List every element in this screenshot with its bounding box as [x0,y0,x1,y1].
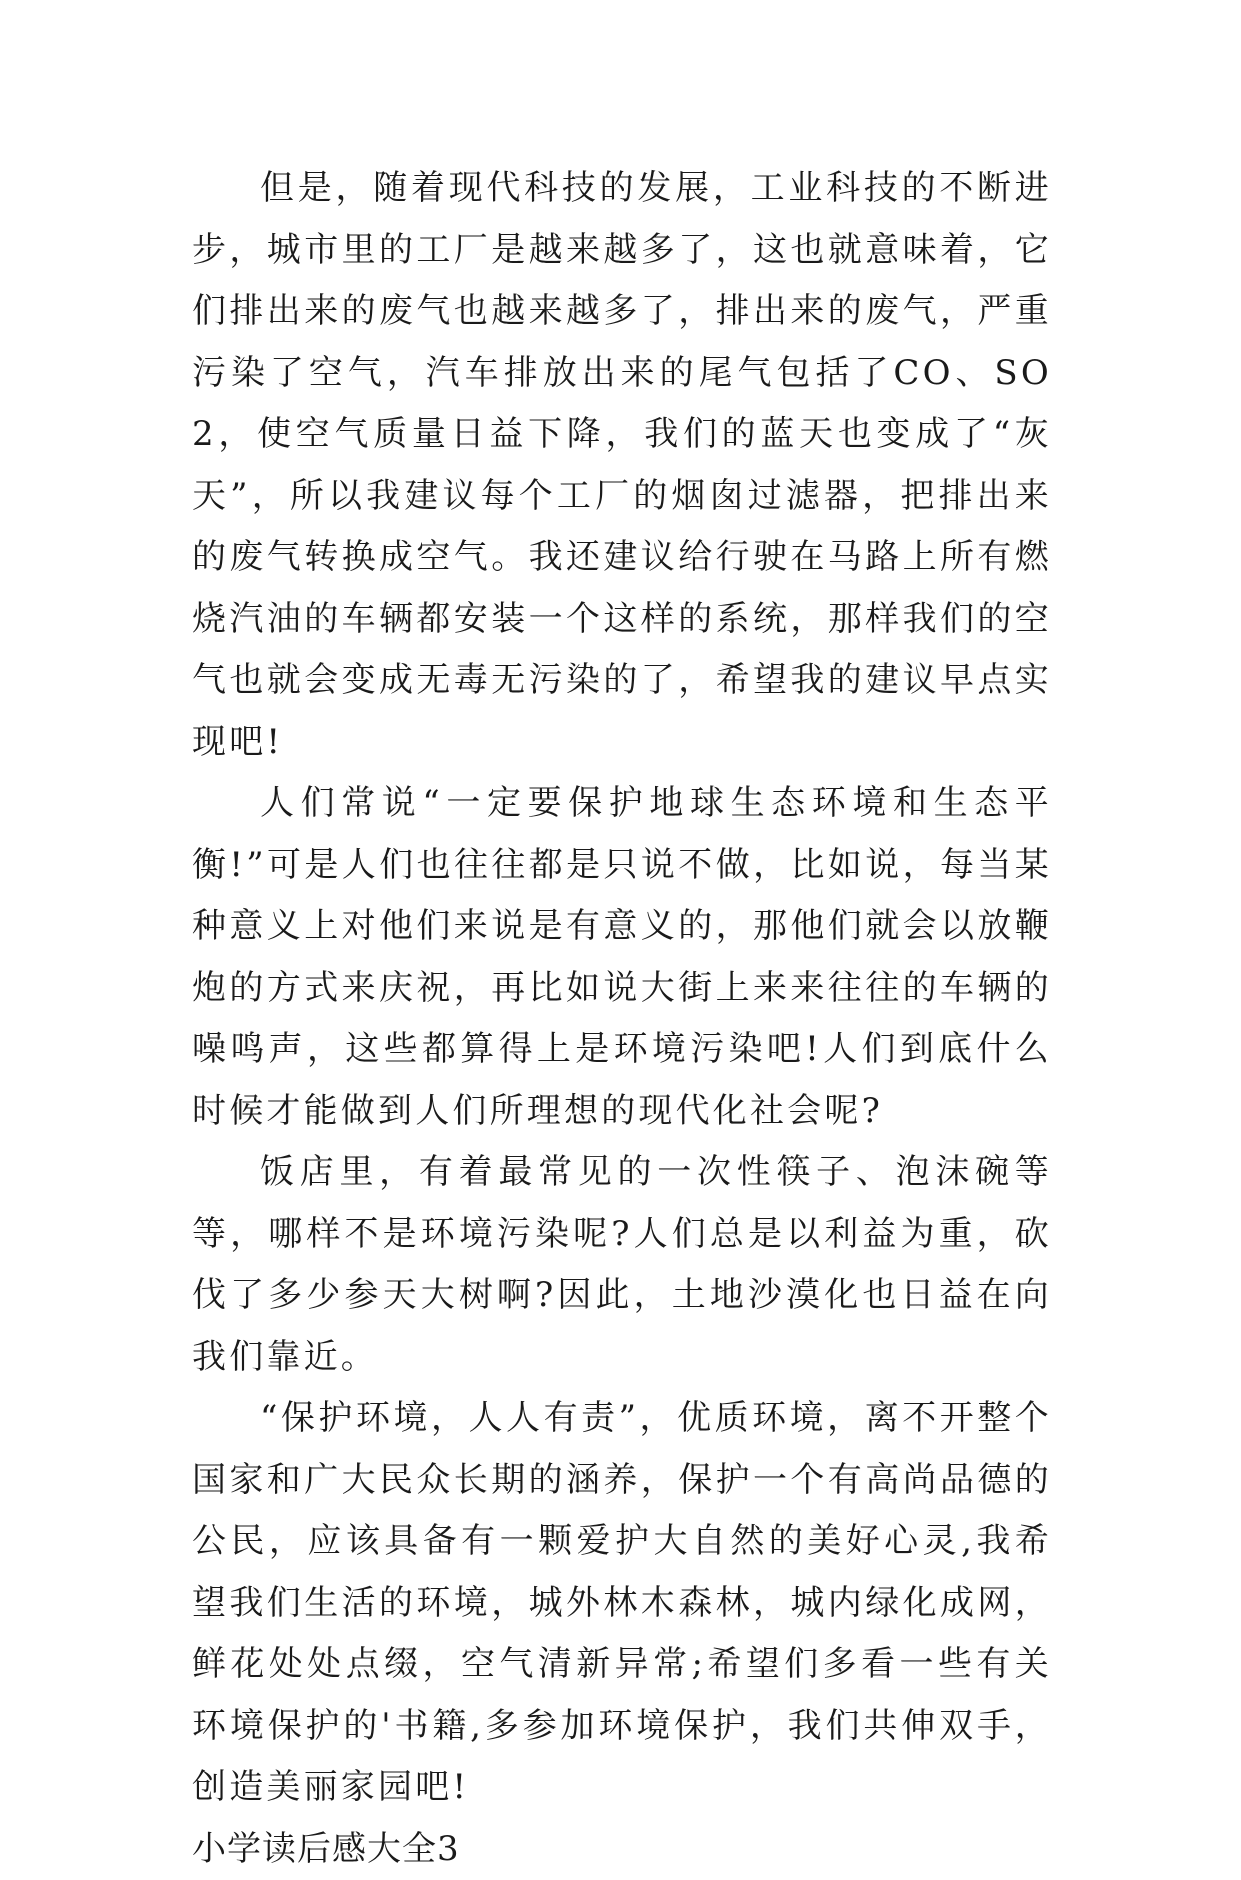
document-body [192,158,1052,1880]
paragraph-protect-ecology: 人们常说“一定要保护地球生态环境和生态平衡!”可是人们也往往都是只说不做，比如说，每当某种意义上对他们来说是有意义的，那他们就会以放鞭炮的方式来庆祝，再比如说大街上来来往往的车辆的噪鸣声，这些都算得上是环境污染吧!人们到底什么时候才能做到人们所理想的现代化社会呢? [192,773,1052,1142]
paragraph-restaurant-waste: 饭店里，有着最常见的一次性筷子、泡沫碗等等，哪样不是环境污染呢?人们总是以利益为重，砍伐了多少参天大树啊?因此，土地沙漠化也日益在向我们靠近。 [192,1142,1052,1388]
section-heading: 小学读后感大全3 [192,1819,1052,1880]
paragraph-everyone-responsible: “保护环境，人人有责”，优质环境，离不开整个国家和广大民众长期的涵养，保护一个有高尚品德的公民，应该具备有一颗爱护大自然的美好心灵,我希望我们生活的环境，城外林木森林，城内绿化成网，鲜花处处点缀，空气清新异常;希望们多看一些有关环境保护的'书籍,多参加环境保护，我们共伸双手，创造美丽家园吧! [192,1388,1052,1819]
paragraph-industrial-pollution: 但是，随着现代科技的发展，工业科技的不断进步，城市里的工厂是越来越多了，这也就意味着，它们排出来的废气也越来越多了，排出来的废气，严重污染了空气，汽车排放出来的尾气包括了CO、SO2，使空气质量日益下降，我们的蓝天也变成了“灰天”，所以我建议每个工厂的烟囱过滤器，把排出来的废气转换成空气。我还建议给行驶在马路上所有燃烧汽油的车辆都安装一个这样的系统，那样我们的空气也就会变成无毒无污染的了，希望我的建议早点实现吧! [192,158,1052,773]
